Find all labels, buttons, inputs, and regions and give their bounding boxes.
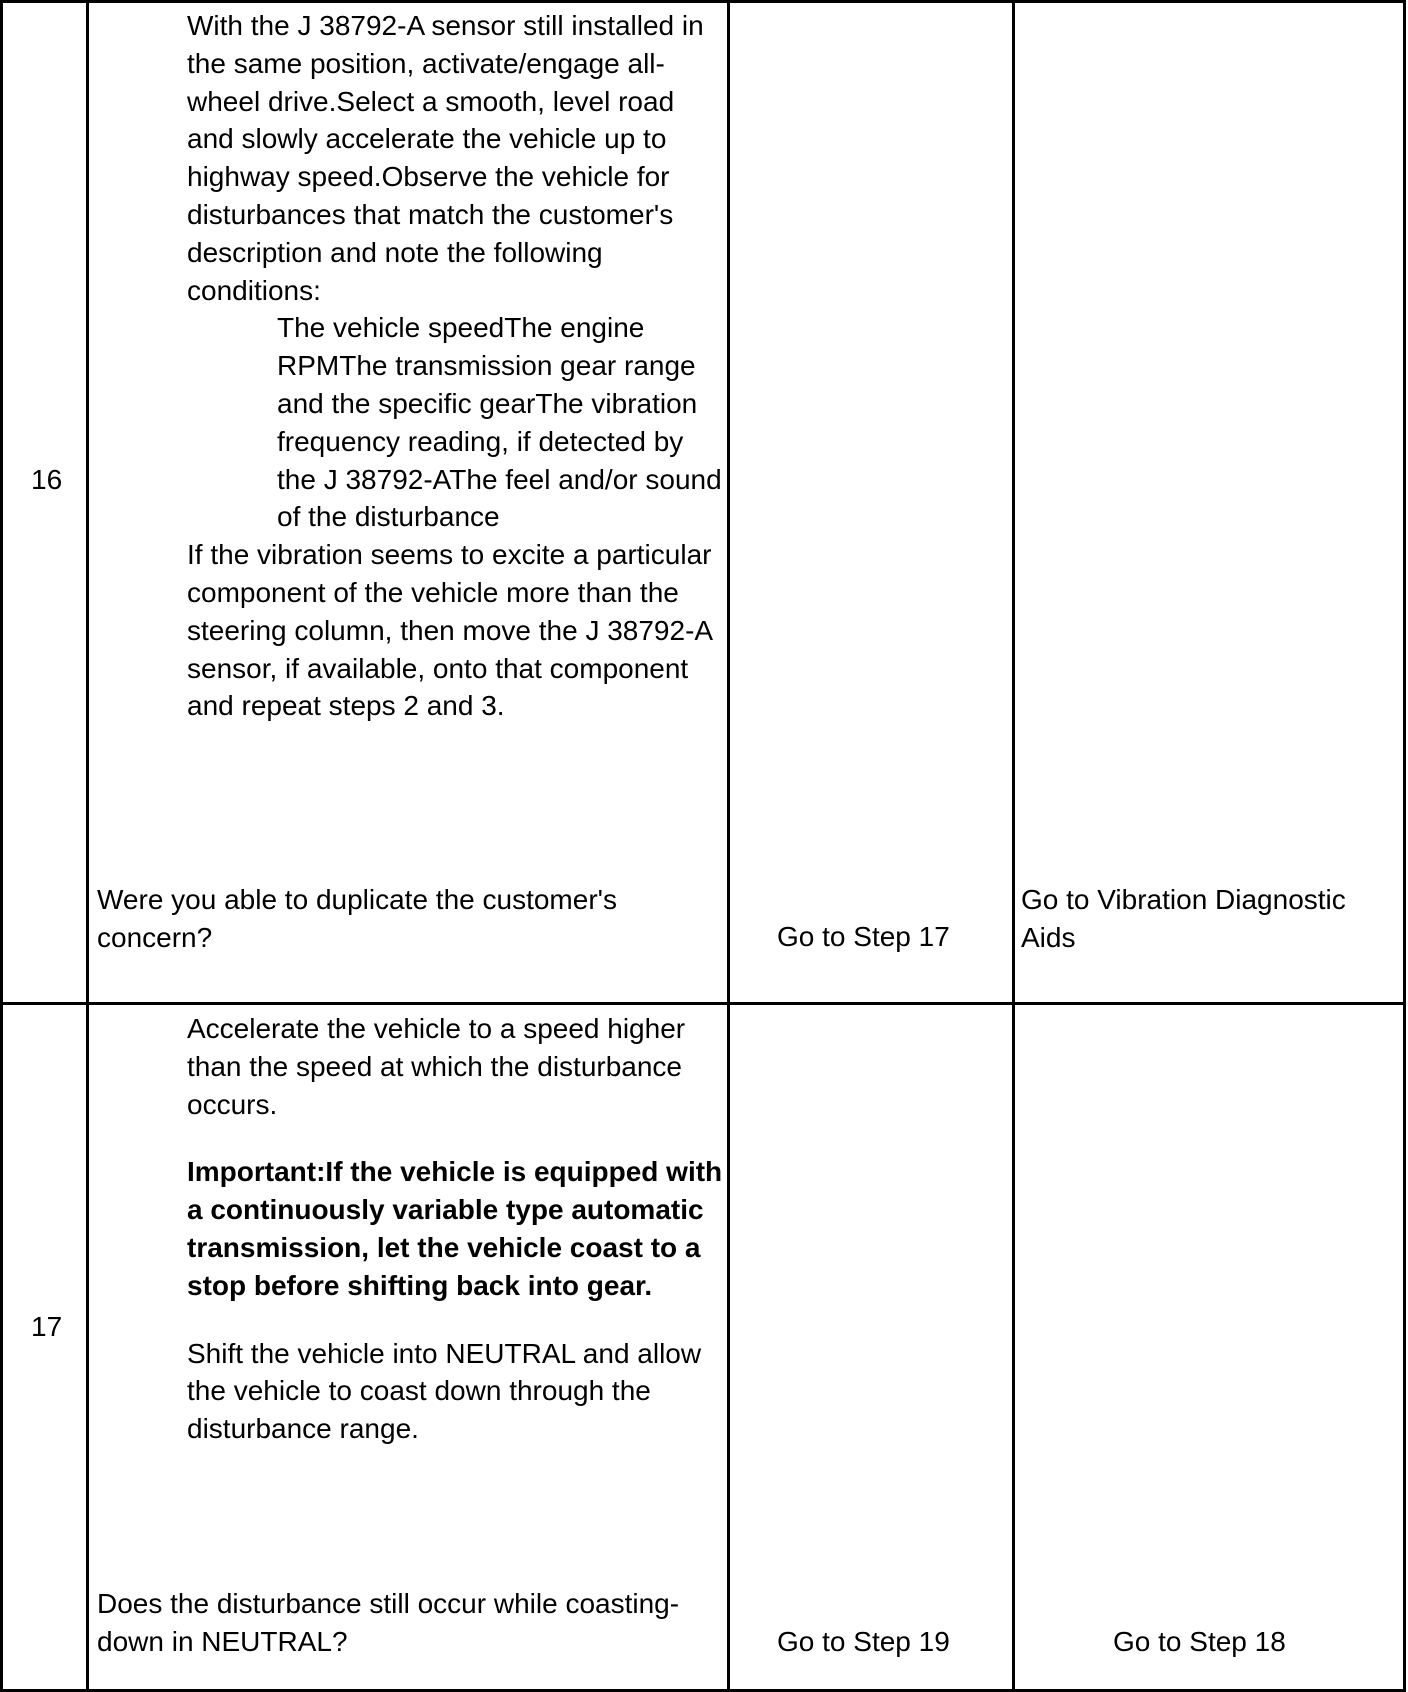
no-result: Go to Step 18: [1113, 1626, 1286, 1657]
column-divider: [1012, 1005, 1015, 1689]
instruction-text: With the J 38792-A sensor still installed in the same position, activate/engage all-wheel drive.Select a smooth, level road and slowly accelerate the vehicle up to highway speed.Observe the vehicle for disturbances that match the customer's description and note the following conditions:: [187, 10, 704, 306]
step-action: [187, 7, 727, 725]
step-number: 17: [31, 1311, 63, 1342]
step-number: 16: [31, 464, 63, 495]
question-text: Does the disturbance still occur while coasting-down in NEUTRAL?: [97, 1588, 680, 1657]
yes-result: Go to Step 19: [777, 1626, 950, 1657]
column-divider: [727, 1005, 730, 1689]
column-divider: [1012, 3, 1015, 1002]
conditions-list: The vehicle speedThe engine RPMThe transmission gear range and the specific gearThe vibration frequency reading, if detected by the J 38792-AThe feel and/or sound of the disturbance: [277, 312, 722, 533]
yes-result: Go to Step 17: [777, 921, 950, 952]
question-text: Were you able to duplicate the customer's concern?: [97, 884, 617, 953]
followup-text: If the vibration seems to excite a particular component of the vehicle more than the steering column, then move the J 38792-A sensor, if available, onto that component and repeat steps 2 and 3.: [187, 539, 712, 722]
column-divider: [86, 3, 89, 1002]
no-result: Go to Vibration Diagnostic Aids: [1021, 884, 1346, 953]
instruction-text: Accelerate the vehicle to a speed higher than the speed at which the disturbance occurs.: [187, 1013, 686, 1120]
column-divider: [727, 3, 730, 1002]
step-action: [187, 1010, 727, 1448]
table-row-step-17: [0, 1002, 1406, 1692]
column-divider: [86, 1005, 89, 1689]
instruction-text: Shift the vehicle into NEUTRAL and allow the vehicle to coast down through the disturbance range.: [187, 1337, 702, 1445]
important-note: Important:If the vehicle is equipped with a continuously variable type automatic transmission, let the vehicle coast to a stop before shifting back into gear.: [187, 1156, 723, 1301]
